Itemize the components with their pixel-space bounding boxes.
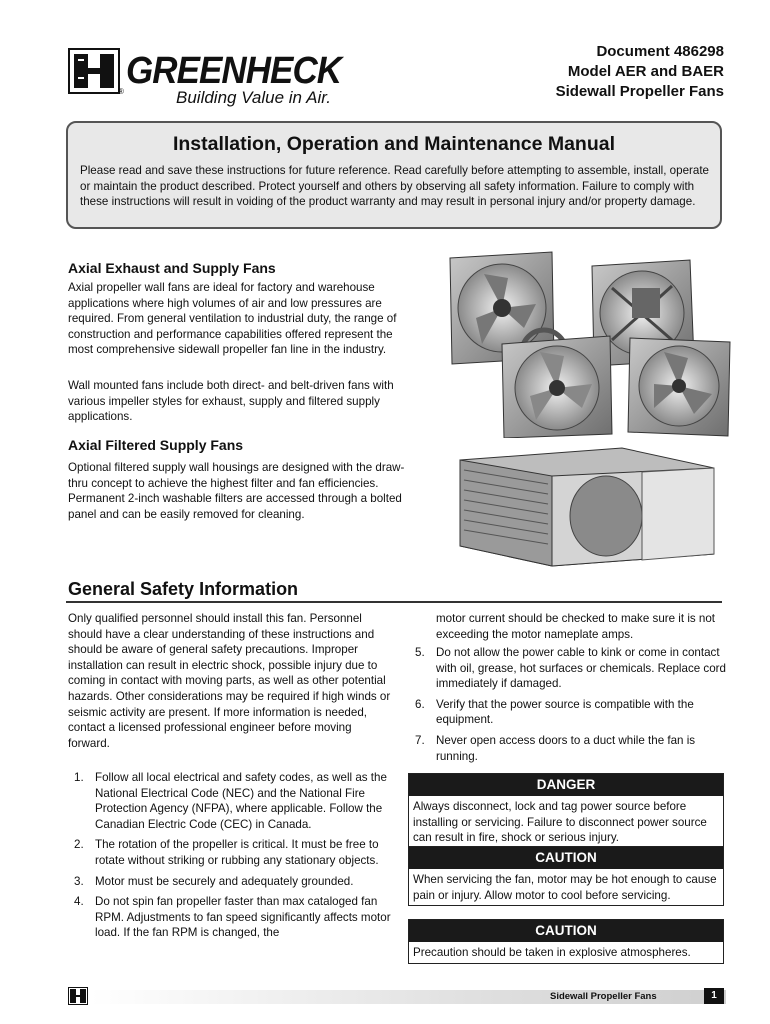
list-item-4-continued: motor current should be checked to make sure it is not exceeding the motor nameplate amps. bbox=[436, 612, 716, 641]
list-item bbox=[68, 837, 393, 868]
list-item bbox=[409, 645, 727, 692]
list-number: 6. bbox=[415, 697, 425, 711]
list-text: Do not allow the power cable to kink or come in contact with oil, grease, hot surfaces or chemicals. Replace cord immediately if damaged. bbox=[436, 646, 726, 691]
general-safety-heading: General Safety Information bbox=[68, 579, 299, 599]
page-number: 1 bbox=[704, 988, 724, 1004]
caution-label: CAUTION bbox=[409, 920, 723, 942]
list-text: The rotation of the propeller is critical. It must be free to rotate without striking or rubbing any stationary objects. bbox=[95, 838, 379, 867]
list-text: Follow all local electrical and safety codes, as well as the National Electrical Code (NEC) and the National Fire Protection Agency (NFPA), where applicable. Follow the Canadian Electric Code (CEC) in Canada. bbox=[95, 771, 387, 831]
safety-list-left bbox=[68, 770, 393, 946]
filtered-supply-housing-photo bbox=[456, 446, 718, 568]
brand-tagline: Building Value in Air. bbox=[176, 88, 331, 107]
registered-mark: ® bbox=[118, 87, 124, 96]
caution-box-hot-motor bbox=[408, 846, 724, 906]
axial-exhaust-paragraph-1: Axial propeller wall fans are ideal for factory and warehouse applications where high volumes of air and low pressures are required. From general ventilation to industrial duty, the range of construction and performance capabilities offered represent the most comprehensive sidewall propeller fan line in the industry. bbox=[68, 281, 397, 357]
list-number: 2. bbox=[74, 838, 84, 852]
list-text: Verify that the power source is compatible with the equipment. bbox=[436, 697, 694, 727]
list-number: 4. bbox=[74, 895, 84, 909]
safety-list-right bbox=[409, 645, 727, 769]
list-number: 5. bbox=[415, 646, 425, 659]
list-item bbox=[68, 894, 393, 941]
document-number: Document 486298 bbox=[596, 43, 724, 60]
list-item bbox=[409, 697, 727, 728]
danger-text: Always disconnect, lock and tag power source before installing or servicing. Failure to disconnect power source can result in fire, shock or serious injury. bbox=[413, 800, 707, 845]
list-text: Never open access doors to a duct while the fan is running. bbox=[436, 733, 696, 763]
caution-box-explosive bbox=[408, 919, 724, 964]
caution-text: When servicing the fan, motor may be hot enough to cause pain or injury. Allow motor to cool before servicing. bbox=[413, 873, 717, 902]
list-number: 1. bbox=[74, 771, 84, 784]
list-text: Motor must be securely and adequately grounded. bbox=[95, 874, 354, 888]
caution-label: CAUTION bbox=[409, 847, 723, 869]
caution-text: Precaution should be taken in explosive atmospheres. bbox=[413, 946, 691, 959]
axial-fans-photo bbox=[432, 248, 732, 438]
section-divider bbox=[66, 601, 722, 603]
document-info bbox=[556, 42, 724, 102]
danger-box bbox=[408, 773, 724, 849]
list-text: Do not spin fan propeller faster than max cataloged fan RPM. Adjustments to fan speed significantly affects motor load. If the fan RPM is changed, the bbox=[95, 895, 391, 940]
safety-intro: Only qualified personnel should install this fan. Personnel should have a clear understanding of these instructions and should be aware of general safety precautions. Improper installation can result in electric shock, possible injury due to coming in contact with moving parts, as well as other potential hazards. Other considerations may be required if high winds or seismic activity are present. If more information is needed, contact a licensed professional engineer before moving forward. bbox=[68, 612, 391, 750]
greenheck-logo-mark bbox=[68, 48, 120, 94]
danger-label: DANGER bbox=[409, 774, 723, 796]
list-item bbox=[68, 770, 393, 832]
manual-intro-box bbox=[66, 121, 722, 229]
list-number: 7. bbox=[415, 733, 425, 747]
axial-exhaust-paragraph-2: Wall mounted fans include both direct- and belt-driven fans with various impeller styles for exhaust, supply and filtered supply applications. bbox=[68, 379, 394, 424]
brand-name: GREENHECK bbox=[126, 50, 342, 92]
axial-exhaust-heading: Axial Exhaust and Supply Fans bbox=[68, 260, 276, 276]
document-product: Sidewall Propeller Fans bbox=[555, 83, 724, 100]
list-number: 3. bbox=[74, 874, 84, 888]
axial-filtered-heading: Axial Filtered Supply Fans bbox=[68, 437, 244, 453]
manual-intro-text: Please read and save these instructions for future reference. Read carefully before attempting to assemble, install, operate or maintain the product described. Protect yourself and others by observing all safety information. Failure to comply with these instructions will result in voiding of the product warranty and may result in personal injury and/or property damage. bbox=[80, 164, 709, 209]
list-item bbox=[68, 874, 393, 890]
greenheck-logo-small-icon bbox=[68, 987, 88, 1005]
axial-filtered-paragraph: Optional filtered supply wall housings are designed with the draw-thru concept to achieve the highest filter and fan efficiencies. Permanent 2-inch washable filters are accessed through a bolted panel and can be easily removed for cleaning. bbox=[68, 461, 405, 521]
footer-title: Sidewall Propeller Fans bbox=[550, 991, 657, 1002]
manual-title: Installation, Operation and Maintenance Manual bbox=[172, 133, 616, 155]
document-model: Model AER and BAER bbox=[567, 63, 724, 80]
list-item bbox=[409, 733, 727, 764]
